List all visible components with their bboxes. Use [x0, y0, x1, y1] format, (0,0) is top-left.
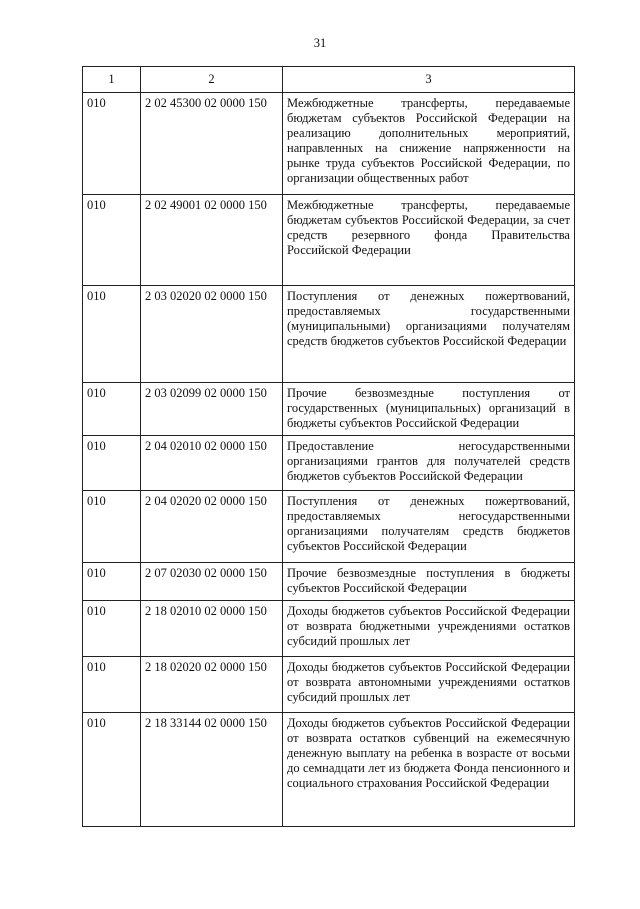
admin-code-cell: 010: [83, 713, 141, 827]
budget-code-cell: 2 04 02020 02 0000 150: [141, 491, 283, 563]
column-header-3: 3: [283, 67, 575, 93]
admin-code-cell: 010: [83, 93, 141, 195]
table-row: [83, 713, 575, 827]
budget-code-cell: 2 02 45300 02 0000 150: [141, 93, 283, 195]
table-header-row: [83, 67, 575, 93]
table-row: [83, 563, 575, 601]
budget-code-cell: 2 03 02099 02 0000 150: [141, 383, 283, 436]
admin-code-cell: 010: [83, 436, 141, 491]
table-row: [83, 491, 575, 563]
table-row: [83, 601, 575, 657]
budget-code-cell: 2 18 02010 02 0000 150: [141, 601, 283, 657]
income-name-cell: Межбюджетные трансферты, передаваемые бюджетам субъектов Российской Федерации на реализацию дополнительных мероприятий, направленных на снижение напряженности на рынке труда субъектов Российской Федерации, по организации общественных работ: [283, 93, 575, 195]
table-row: [83, 195, 575, 286]
income-name-cell: Доходы бюджетов субъектов Российской Федерации от возврата бюджетными учреждениями остатков субсидий прошлых лет: [283, 601, 575, 657]
column-header-1: 1: [83, 67, 141, 93]
budget-code-cell: 2 18 02020 02 0000 150: [141, 657, 283, 713]
income-name-cell: Прочие безвозмездные поступления в бюджеты субъектов Российской Федерации: [283, 563, 575, 601]
budget-code-cell: 2 03 02020 02 0000 150: [141, 286, 283, 383]
budget-code-cell: 2 18 33144 02 0000 150: [141, 713, 283, 827]
budget-code-cell: 2 04 02010 02 0000 150: [141, 436, 283, 491]
income-codes-table: [82, 66, 575, 827]
income-name-cell: Доходы бюджетов субъектов Российской Федерации от возврата автономными учреждениями остатков субсидий прошлых лет: [283, 657, 575, 713]
table-row: [83, 436, 575, 491]
income-name-cell: Предоставление негосударственными организациями грантов для получателей средств бюджетов субъектов Российской Федерации: [283, 436, 575, 491]
table-row: [83, 93, 575, 195]
table-row: [83, 657, 575, 713]
budget-code-cell: 2 07 02030 02 0000 150: [141, 563, 283, 601]
income-name-cell: Поступления от денежных пожертвований, предоставляемых негосударственными организациями получателям средств бюджетов субъектов Российской Федерации: [283, 491, 575, 563]
admin-code-cell: 010: [83, 383, 141, 436]
admin-code-cell: 010: [83, 601, 141, 657]
table-row: [83, 383, 575, 436]
admin-code-cell: 010: [83, 195, 141, 286]
table-row: [83, 286, 575, 383]
budget-code-cell: 2 02 49001 02 0000 150: [141, 195, 283, 286]
income-name-cell: Доходы бюджетов субъектов Российской Федерации от возврата остатков субвенций на ежемесячную денежную выплату на ребенка в возрасте от восьми до семнадцати лет из бюджета Фонда пенсионного и социального страхования Российской Федерации: [283, 713, 575, 827]
admin-code-cell: 010: [83, 657, 141, 713]
income-name-cell: Прочие безвозмездные поступления от государственных (муниципальных) организаций в бюджеты субъектов Российской Федерации: [283, 383, 575, 436]
income-name-cell: Межбюджетные трансферты, передаваемые бюджетам субъектов Российской Федерации, за счет средств резервного фонда Правительства Российской Федерации: [283, 195, 575, 286]
column-header-2: 2: [141, 67, 283, 93]
income-name-cell: Поступления от денежных пожертвований, предоставляемых государственными (муниципальными) организациями получателям средств бюджетов субъектов Российской Федерации: [283, 286, 575, 383]
admin-code-cell: 010: [83, 563, 141, 601]
page-number: 31: [313, 36, 327, 50]
admin-code-cell: 010: [83, 491, 141, 563]
admin-code-cell: 010: [83, 286, 141, 383]
